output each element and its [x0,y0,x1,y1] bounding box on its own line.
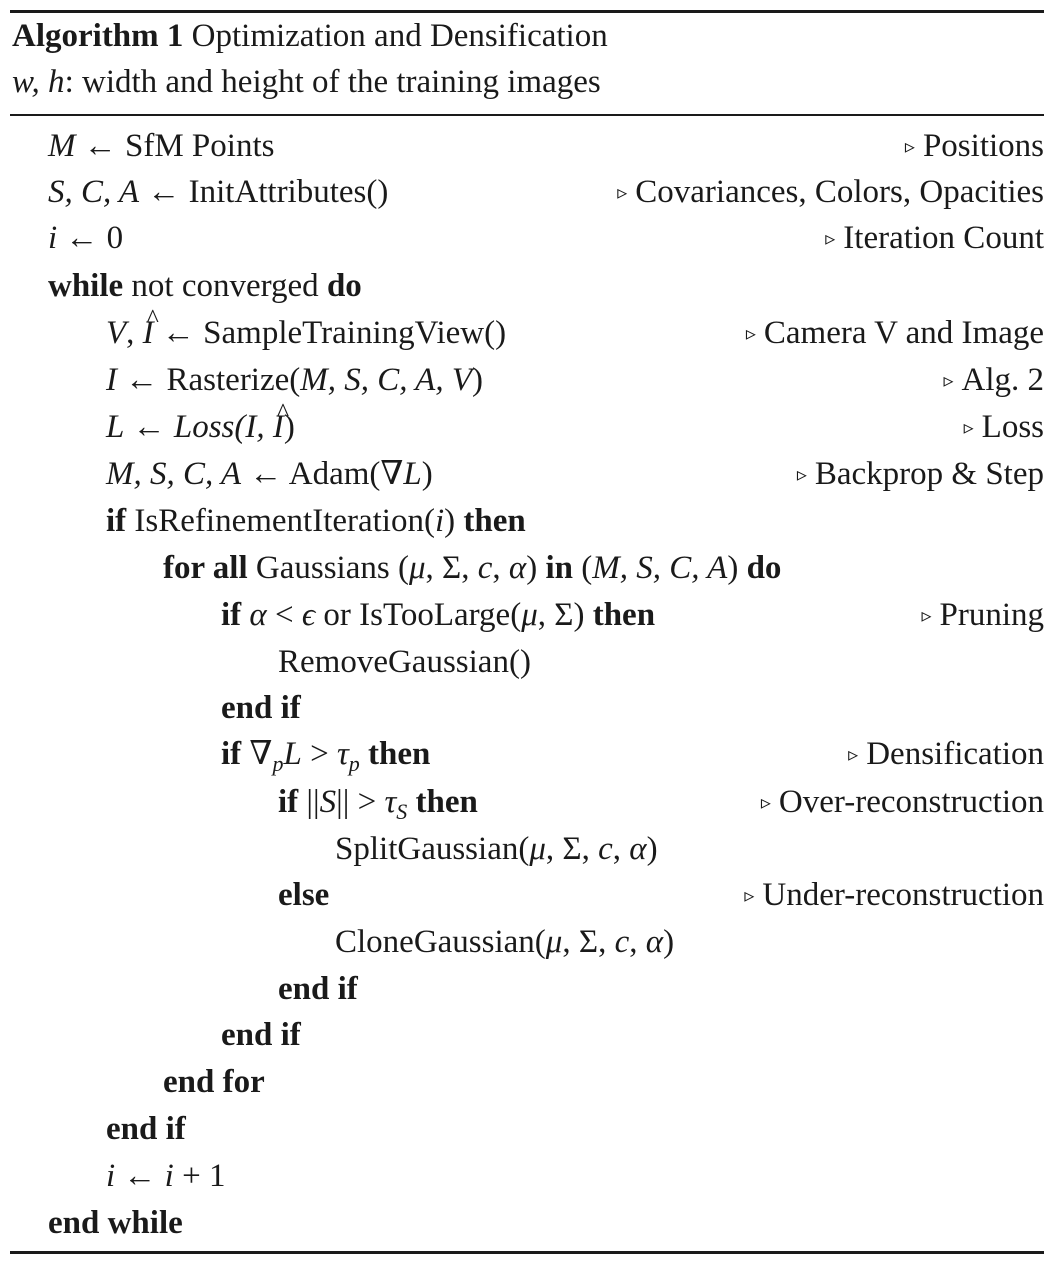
stmt: ← Adam(∇ [241,456,404,492]
var-mu: μ [408,550,426,586]
vars: M, S, C, A [106,456,242,492]
algorithm-line-10 [0,545,1044,591]
algorithm-line-18 [0,919,1044,965]
algorithm-line-16 [0,826,1044,872]
bottom-rule [10,1251,1044,1254]
var-c: c [614,924,630,960]
line-code [48,169,388,215]
comment-text: Densification [866,736,1044,772]
comment-text: Under-reconstruction [762,877,1044,913]
keyword: end if [221,690,301,726]
algorithm-line-3 [0,215,1044,261]
stmt: IsRefinementIteration( [126,503,435,539]
subscript-p: p [348,751,360,776]
line-comment [744,872,1044,922]
comment-text: Loss [981,409,1044,445]
algorithm-line-8 [0,451,1044,497]
line-code [278,779,478,825]
line-code [106,1153,225,1199]
comment-triangle-icon: ▹ [617,182,628,204]
sep: , Σ, [545,831,599,867]
var-I-hat: I ^ [273,404,284,450]
stmt: Gaussians ( [247,550,409,586]
line-comment [617,169,1044,219]
algorithm-line-2 [0,169,1044,215]
keyword: end while [48,1205,183,1241]
paren: ) [444,503,464,539]
line-code [106,357,483,403]
line-code [221,685,301,731]
var-tau: τ [384,784,397,820]
algorithm-line-24 [0,1200,1044,1246]
algorithm-line-11 [0,592,1044,638]
stmt: ← SfM Points [75,128,275,164]
vars: M, S, C, A [592,550,728,586]
sep: , Σ) [537,597,593,633]
var-L: L [106,409,125,445]
var-c: c [598,831,613,867]
subscript-S: S [396,799,408,824]
comment-triangle-icon: ▹ [848,744,859,766]
paren: ) [421,456,433,492]
line-comment [848,731,1044,781]
input-variables: w, h [12,64,65,100]
algorithm-line-6 [0,357,1044,403]
op: || > [336,784,385,820]
comment-triangle-icon: ▹ [745,323,756,345]
algorithm-line-12 [0,639,1044,685]
vars: S, C, A [48,174,140,210]
line-code [163,1059,265,1105]
line-code [335,919,674,965]
algorithm-line-13 [0,685,1044,731]
keyword: end if [278,971,358,1007]
comment-text: Backprop & Step [814,456,1044,492]
var-alpha: α [508,550,527,586]
algorithm-line-23 [0,1153,1044,1199]
algorithm-input-description [12,66,601,99]
algorithm-line-9 [0,498,1044,544]
algorithm-line-17 [0,872,1044,918]
line-code [48,1200,183,1246]
line-code [48,263,362,309]
stmt: ← Rasterize( [117,362,301,398]
stmt: RemoveGaussian() [278,644,531,680]
paren: ) [283,409,295,445]
stmt: ← InitAttributes() [139,174,389,210]
keyword: while [48,268,124,304]
keyword: then [463,503,526,539]
sep: , [492,550,509,586]
algorithm-line-5 [0,310,1044,356]
nabla: ∇ [241,736,273,772]
algorithm-line-15 [0,779,1044,825]
keyword: for all [163,550,248,586]
keyword: end if [106,1111,186,1147]
stmt: or IsTooLarge( [315,597,522,633]
line-comment [797,451,1044,501]
stmt: ← SampleTrainingView() [153,315,507,351]
line-code [106,1106,186,1152]
comment-text: Pruning [939,597,1044,633]
stmt: + 1 [173,1158,226,1194]
comment-triangle-icon: ▹ [760,792,771,814]
algorithm-title: Optimization and Densification [191,18,608,54]
args: (I, [234,409,273,445]
keyword: then [592,597,656,633]
keyword: if [278,784,299,820]
comment-triangle-icon: ▹ [963,417,974,439]
comment-text: Iteration Count [843,220,1044,256]
line-comment [905,123,1044,173]
line-code [163,545,781,591]
op: < [266,597,302,633]
var-I: I [106,362,117,398]
line-comment [921,592,1044,642]
var-alpha: α [645,924,664,960]
algorithm-line-19 [0,966,1044,1012]
var-mu: μ [521,597,538,633]
line-comment [964,404,1044,454]
sep: , Σ, [562,924,615,960]
algorithm-label: Algorithm 1 [12,18,184,54]
comment-triangle-icon: ▹ [744,885,755,907]
keyword: if [221,736,242,772]
line-code [48,215,123,261]
line-code [106,451,433,497]
algorithm-caption [12,20,608,53]
keyword: do [746,550,782,586]
var-epsilon: ϵ [301,597,316,633]
var-alpha: α [629,831,647,867]
comment-text: Over-reconstruction [778,784,1044,820]
var-L: L [283,736,302,772]
op: > [301,736,337,772]
keyword: end if [221,1017,301,1053]
comment-text: Covariances, Colors, Opacities [635,174,1044,210]
paren: ) [727,550,747,586]
input-description-text: : width and height of the training images [64,64,601,100]
header-rule [10,114,1044,116]
stmt: ← 0 [57,220,124,256]
line-code [48,123,274,169]
var-mu: μ [529,831,546,867]
stmt: not converged [123,268,327,304]
line-comment [825,215,1044,265]
var-alpha: α [241,597,267,633]
var-L: L [403,456,422,492]
algorithm-line-22 [0,1106,1044,1152]
line-code [106,498,526,544]
stmt: SplitGaussian( [335,831,530,867]
paren: ) [472,362,483,398]
keyword: then [407,784,478,820]
line-comment [943,357,1044,407]
arrow: ← [124,409,174,445]
subscript-p: p [272,751,284,776]
comment-text: Camera V and Image [763,315,1044,351]
var-i: i [48,220,58,256]
arrow: ← [115,1158,165,1194]
keyword: else [278,877,330,913]
sep: , [126,315,143,351]
line-code [278,872,329,918]
line-code [106,404,295,450]
var-M: M [48,128,76,164]
var-mu: μ [545,924,563,960]
var-I-hat: I ^ [143,310,154,356]
fn-loss: Loss [173,409,235,445]
keyword: do [326,268,362,304]
line-code [221,1012,301,1058]
var-c: c [477,550,493,586]
paren: ) [663,924,675,960]
algorithm-line-7 [0,404,1044,450]
algorithm-line-21 [0,1059,1044,1105]
paren: ( [573,550,593,586]
var-i: i [434,503,445,539]
keyword: end for [163,1064,265,1100]
comment-triangle-icon: ▹ [796,464,807,486]
sep: , [629,924,646,960]
line-code [106,310,506,356]
algorithm-line-20 [0,1012,1044,1058]
comment-triangle-icon: ▹ [825,228,836,250]
line-code [221,731,430,777]
keyword: if [106,503,127,539]
comment-text: Alg. 2 [961,362,1044,398]
comment-text: Positions [922,128,1044,164]
keyword: if [221,597,242,633]
line-code [335,826,658,872]
sep: , Σ, [425,550,478,586]
paren: ) [526,550,546,586]
var-V: V [106,315,127,351]
var-S: S [319,784,337,820]
comment-triangle-icon: ▹ [943,370,954,392]
top-rule [10,10,1044,13]
line-code [278,639,531,685]
paren: ) [646,831,658,867]
var-tau: τ [336,736,349,772]
stmt: CloneGaussian( [335,924,546,960]
args: M, S, C, A, V [300,362,472,398]
line-comment [761,779,1044,829]
norm: || [298,784,320,820]
comment-triangle-icon: ▹ [921,605,932,627]
comment-triangle-icon: ▹ [904,136,915,158]
algorithm-line-14 [0,731,1044,777]
line-comment [746,310,1044,360]
keyword: in [545,550,574,586]
keyword: then [359,736,431,772]
var-i: i [164,1158,174,1194]
var-i: i [106,1158,116,1194]
line-code [221,592,655,638]
algorithm-line-1 [0,123,1044,169]
sep: , [612,831,630,867]
line-code [278,966,358,1012]
